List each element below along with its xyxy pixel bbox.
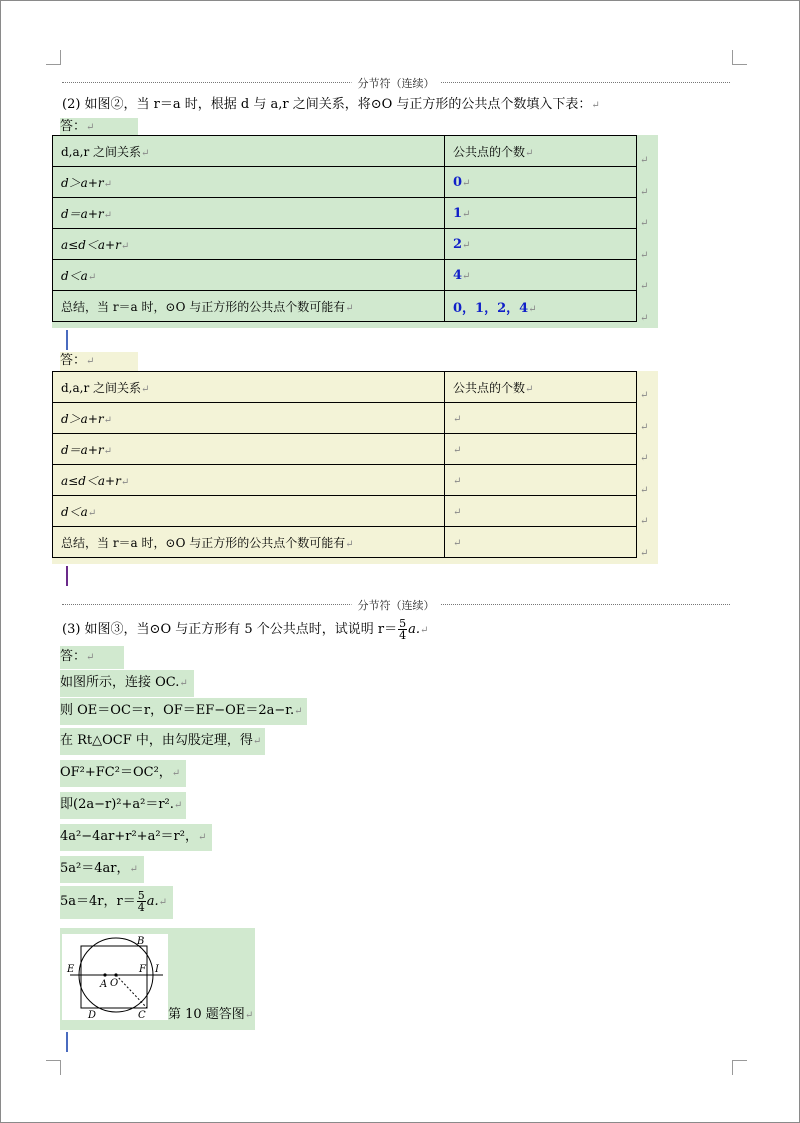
fraction: $\frac{5}{4}$ (137, 889, 145, 914)
table-row: d＝a+r↵ ↵ (53, 434, 637, 465)
answer-end-mark (66, 330, 70, 350)
solution-line: 在 Rt△OCF 中，由勾股定理，得↵ (60, 728, 265, 755)
row-end-marks: ↵ ↵ ↵ ↵ ↵ ↵ (640, 155, 649, 324)
question-part3: (3) 如图③，当⊙O 与正方形有 5 个公共点时，试说明 r＝ $\frac{5}{4}$ a.↵ (62, 617, 429, 642)
row-end-marks: ↵ ↵ ↵ ↵ ↵ ↵ (640, 390, 649, 559)
svg-text:F: F (139, 964, 146, 975)
answer-label: 答：↵ (60, 352, 138, 371)
answer-end-mark (66, 1032, 70, 1052)
corner-mark (46, 50, 61, 65)
figure-caption: 第 10 题答图↵ (168, 1007, 254, 1022)
solution-line: 5a²＝4ar，↵ (60, 856, 144, 883)
table-row: d＜a↵ ↵ (53, 496, 637, 527)
svg-text:I: I (155, 964, 159, 975)
svg-text:C: C (138, 1010, 146, 1020)
svg-text:B: B (137, 936, 145, 947)
answer-end-mark (66, 566, 70, 586)
section-break: 分节符（连续） (62, 597, 730, 611)
section-break: 分节符（连续） (62, 75, 730, 89)
svg-text:A: A (100, 979, 108, 990)
corner-mark (732, 1060, 747, 1075)
table-row: a≤d＜a+r↵ ↵ (53, 465, 637, 496)
corner-mark (46, 1060, 61, 1075)
table-row: d＞a+r↵ ↵ (53, 403, 637, 434)
table-row: d＞a+r↵ 0↵ (53, 167, 637, 198)
table-header-row: d,a,r 之间关系↵ 公共点的个数↵ (53, 372, 637, 403)
geometry-figure (62, 934, 168, 1020)
table-row: d＜a↵ 4↵ (53, 260, 637, 291)
fraction: $\frac{5}{4}$ (399, 617, 407, 642)
solution-line: 如图所示，连接 OC.↵ (60, 670, 194, 697)
answer-table-empty (52, 371, 637, 558)
solution-line: 则 OE＝OC＝r，OF＝EF−OE＝2a−r.↵ (60, 698, 307, 725)
solution-line: 即(2a−r)²+a²＝r².↵ (60, 792, 186, 819)
table-summary-row: 总结，当 r＝a 时，⊙O 与正方形的公共点个数可能有↵ ↵ (53, 527, 637, 558)
answer-table-filled (52, 135, 637, 322)
table-row: d＝a+r↵ 1↵ (53, 198, 637, 229)
solution-line: OF²+FC²＝OC²，↵ (60, 760, 186, 787)
table-row: a≤d＜a+r↵ 2↵ (53, 229, 637, 260)
solution-line: 4a²−4ar+r²+a²＝r²，↵ (60, 824, 212, 851)
answer-label: 答：↵ (60, 118, 138, 137)
corner-mark (732, 50, 747, 65)
solution-line: 5a＝4r，r＝ $\frac{5}{4}$ a.↵ (60, 886, 173, 919)
svg-text:E: E (67, 964, 75, 975)
question-part2: (2) 如图②，当 r＝a 时，根据 d 与 a,r 之间关系，将⊙O 与正方形的公共点个数填入下表：↵ (62, 97, 600, 112)
svg-text:O: O (110, 978, 119, 989)
table-header-row: d,a,r 之间关系↵ 公共点的个数↵ (53, 136, 637, 167)
svg-text:D: D (88, 1010, 97, 1020)
table-summary-row: 总结，当 r＝a 时，⊙O 与正方形的公共点个数可能有↵ 0，1，2，4↵ (53, 291, 637, 322)
answer-label: 答：↵ (60, 646, 124, 669)
